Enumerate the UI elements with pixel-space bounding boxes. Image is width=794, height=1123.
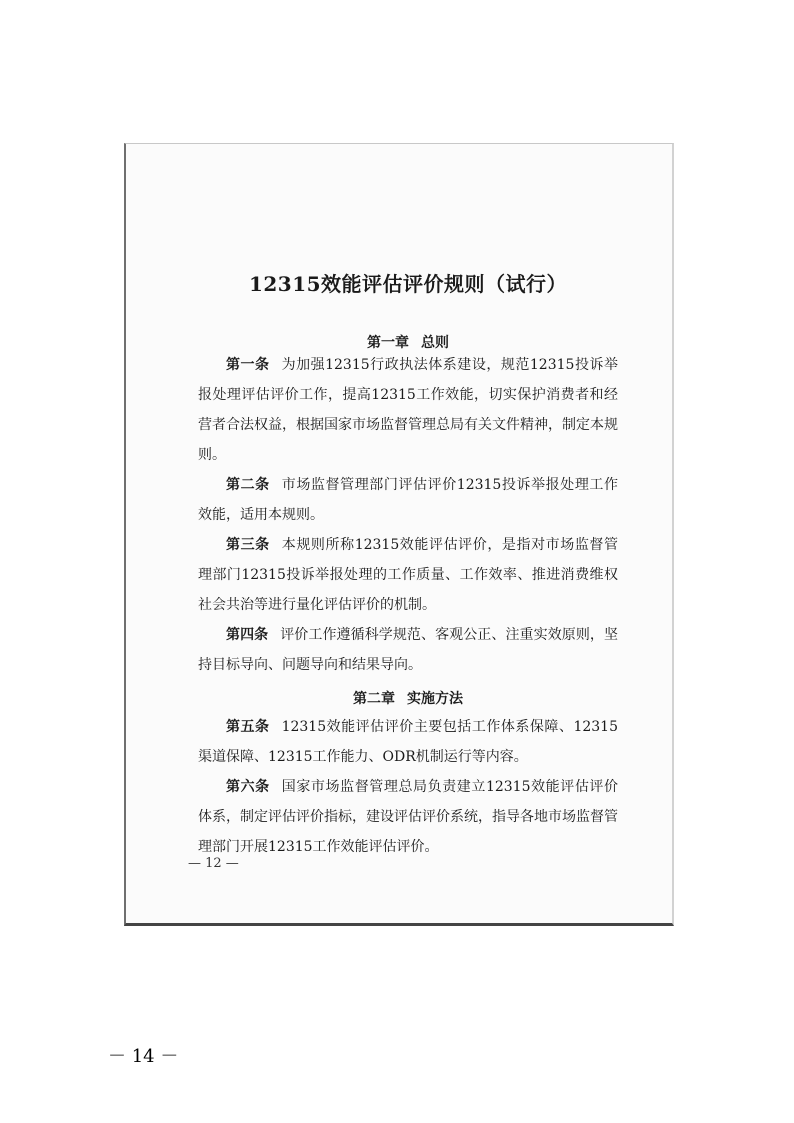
- article-5-lead: 第五条: [226, 719, 270, 735]
- article-1-text: 为加强12315行政执法体系建设，规范12315投诉举报处理评估评价工作，提高12315工作效能，切实保护消费者和经营者合法权益，根据国家市场监督管理总局有关文件精神，制定本规则。: [198, 357, 618, 463]
- article-4-text: 评价工作遵循科学规范、客观公正、注重实效原则，坚持目标导向、问题导向和结果导向。: [198, 627, 619, 673]
- article-3-text: 本规则所称12315效能评估评价，是指对市场监督管理部门12315投诉举报处理的工作质量、工作效率、推进消费维权社会共治等进行量化评估评价的机制。: [198, 537, 618, 613]
- article-1-lead: 第一条: [226, 357, 270, 373]
- chapter-heading-2: [198, 688, 618, 708]
- chapter-heading-1: [198, 332, 618, 352]
- article-5-text: 12315效能评估评价主要包括工作体系保障、12315渠道保障、12315工作能力、ODR机制运行等内容。: [198, 719, 618, 765]
- article-6-lead: 第六条: [226, 779, 270, 795]
- chapter-1-prefix: 第一章: [367, 335, 409, 351]
- article-3: [198, 530, 618, 620]
- chapter-1-name: 总则: [421, 335, 449, 351]
- document-title: 12315效能评估评价规则（试行）: [248, 272, 568, 296]
- inner-page-number: — 12 —: [188, 856, 239, 871]
- chapter-2-prefix: 第二章: [353, 691, 395, 707]
- article-4: [198, 620, 618, 680]
- outer-page-number: － 14 －: [108, 1046, 179, 1067]
- article-2-text: 市场监督管理部门评估评价12315投诉举报处理工作效能，适用本规则。: [198, 477, 618, 523]
- article-3-lead: 第三条: [226, 537, 270, 553]
- article-2-lead: 第二条: [226, 477, 270, 493]
- article-6-text: 国家市场监督管理总局负责建立12315效能评估评价体系，制定评估评价指标，建设评估评价系统，指导各地市场监督管理部门开展12315工作效能评估评价。: [198, 779, 618, 855]
- article-1: [198, 350, 618, 470]
- article-5: [198, 712, 618, 772]
- chapter-2-name: 实施方法: [407, 691, 463, 707]
- article-6: [198, 772, 618, 862]
- article-2: [198, 470, 618, 530]
- scanned-page: [124, 143, 674, 926]
- article-4-lead: 第四条: [226, 627, 269, 643]
